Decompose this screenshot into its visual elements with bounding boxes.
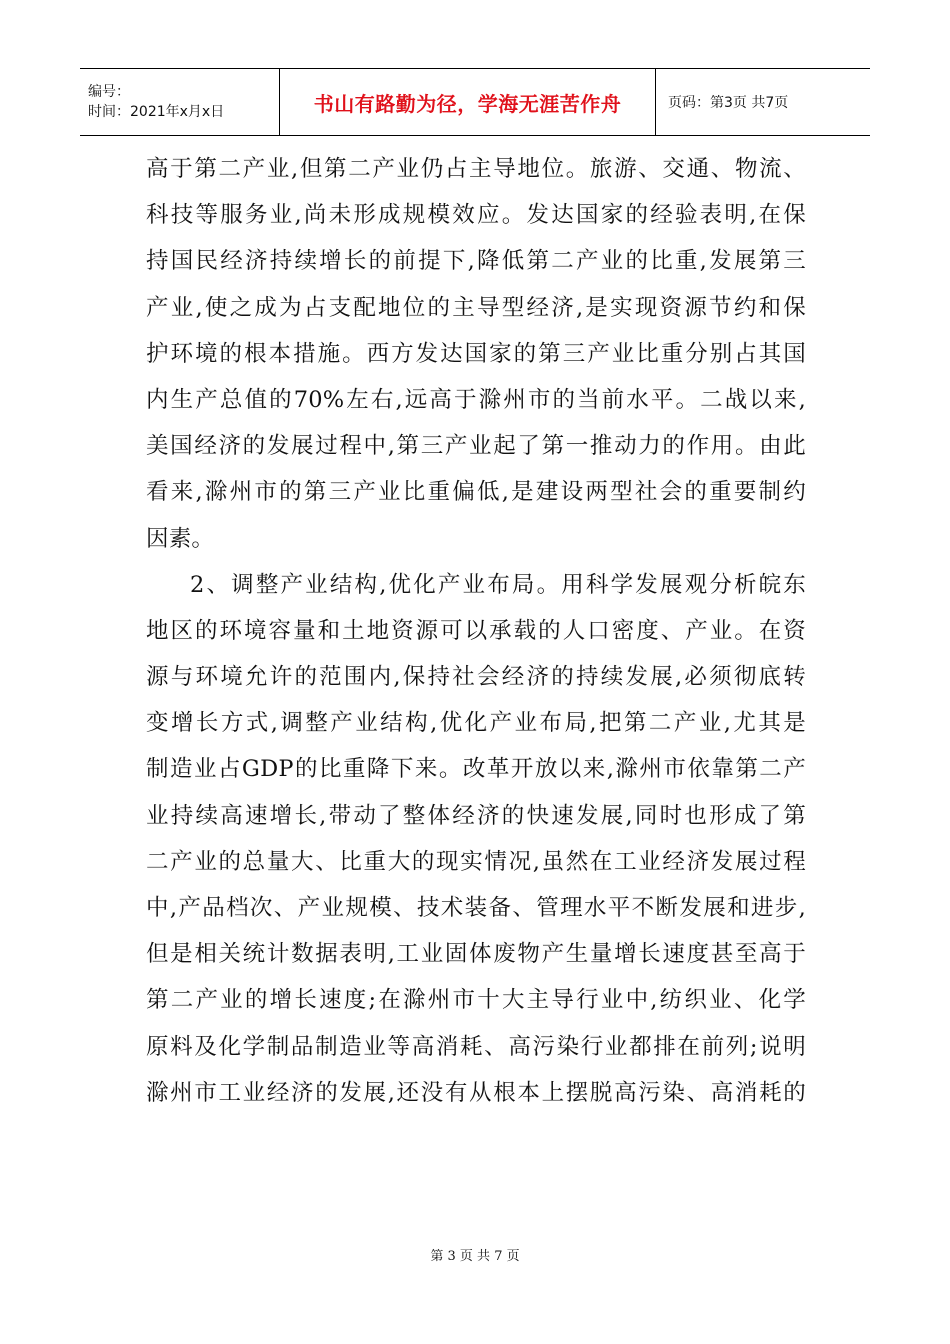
body-line: 因素。 [146, 525, 215, 552]
body-line: 看来,滁州市的第三产业比重偏低,是建设两型社会的重要制约 [146, 479, 806, 506]
document-date-label: 时间：2021年x月x日 [88, 104, 225, 120]
body-line: 持国民经济持续增长的前提下,降低第二产业的比重,发展第三 [146, 248, 806, 275]
body-line: 高于第二产业,但第二产业仍占主导地位。旅游、交通、物流、 [146, 156, 806, 182]
body-line: 内生产总值的70%左右,远高于滁州市的当前水平。二战以来, [146, 386, 806, 413]
body-line: 但是相关统计数据表明,工业固体废物产生量增长速度甚至高于 [146, 941, 806, 968]
body-line: 业持续高速增长,带动了整体经济的快速发展,同时也形成了第 [146, 802, 806, 829]
body-line: 滁州市工业经济的发展,还没有从根本上摆脱高污染、高消耗的 [146, 1079, 806, 1106]
body-line: 地区的环境容量和土地资源可以承载的人口密度、产业。在资 [146, 617, 806, 644]
header-motto: 书山有路勤为径，学海无涯苦作舟 [313, 91, 622, 116]
body-line: 2、调整产业结构,优化产业布局。用科学发展观分析皖东 [190, 571, 806, 598]
body-line: 美国经济的发展过程中,第三产业起了第一推动力的作用。由此 [146, 433, 806, 460]
body-line: 变增长方式,调整产业结构,优化产业布局,把第二产业,尤其是 [146, 710, 806, 737]
body-line: 产业,使之成为占支配地位的主导型经济,是实现资源节约和保 [146, 294, 806, 321]
page-header [80, 68, 870, 136]
body-line: 科技等服务业,尚未形成规模效应。发达国家的经验表明,在保 [146, 202, 806, 229]
header-meta [80, 69, 280, 135]
body-line: 护环境的根本措施。西方发达国家的第三产业比重分别占其国 [146, 340, 806, 367]
document-number-label: 编号： [88, 84, 130, 100]
header-motto-cell [280, 69, 656, 135]
page-footer: 第 3 页 共 7 页 [430, 1249, 520, 1264]
body-line: 中,产品档次、产业规模、技术装备、管理水平不断发展和进步, [146, 895, 806, 921]
body-line: 制造业占GDP的比重降下来。改革开放以来,滁州市依靠第二产 [146, 756, 806, 783]
body-line: 源与环境允许的范围内,保持社会经济的持续发展,必须彻底转 [146, 664, 806, 691]
body-line: 二产业的总量大、比重大的现实情况,虽然在工业经济发展过程 [146, 848, 806, 875]
document-body [146, 146, 806, 1116]
body-line: 第二产业的增长速度;在滁州市十大主导行业中,纺织业、化学 [146, 987, 806, 1014]
header-page-cell [656, 69, 870, 135]
body-line: 原料及化学制品制造业等高消耗、高污染行业都排在前列;说明 [146, 1033, 806, 1060]
header-page-label: 页码：第3页 共7页 [668, 95, 789, 111]
